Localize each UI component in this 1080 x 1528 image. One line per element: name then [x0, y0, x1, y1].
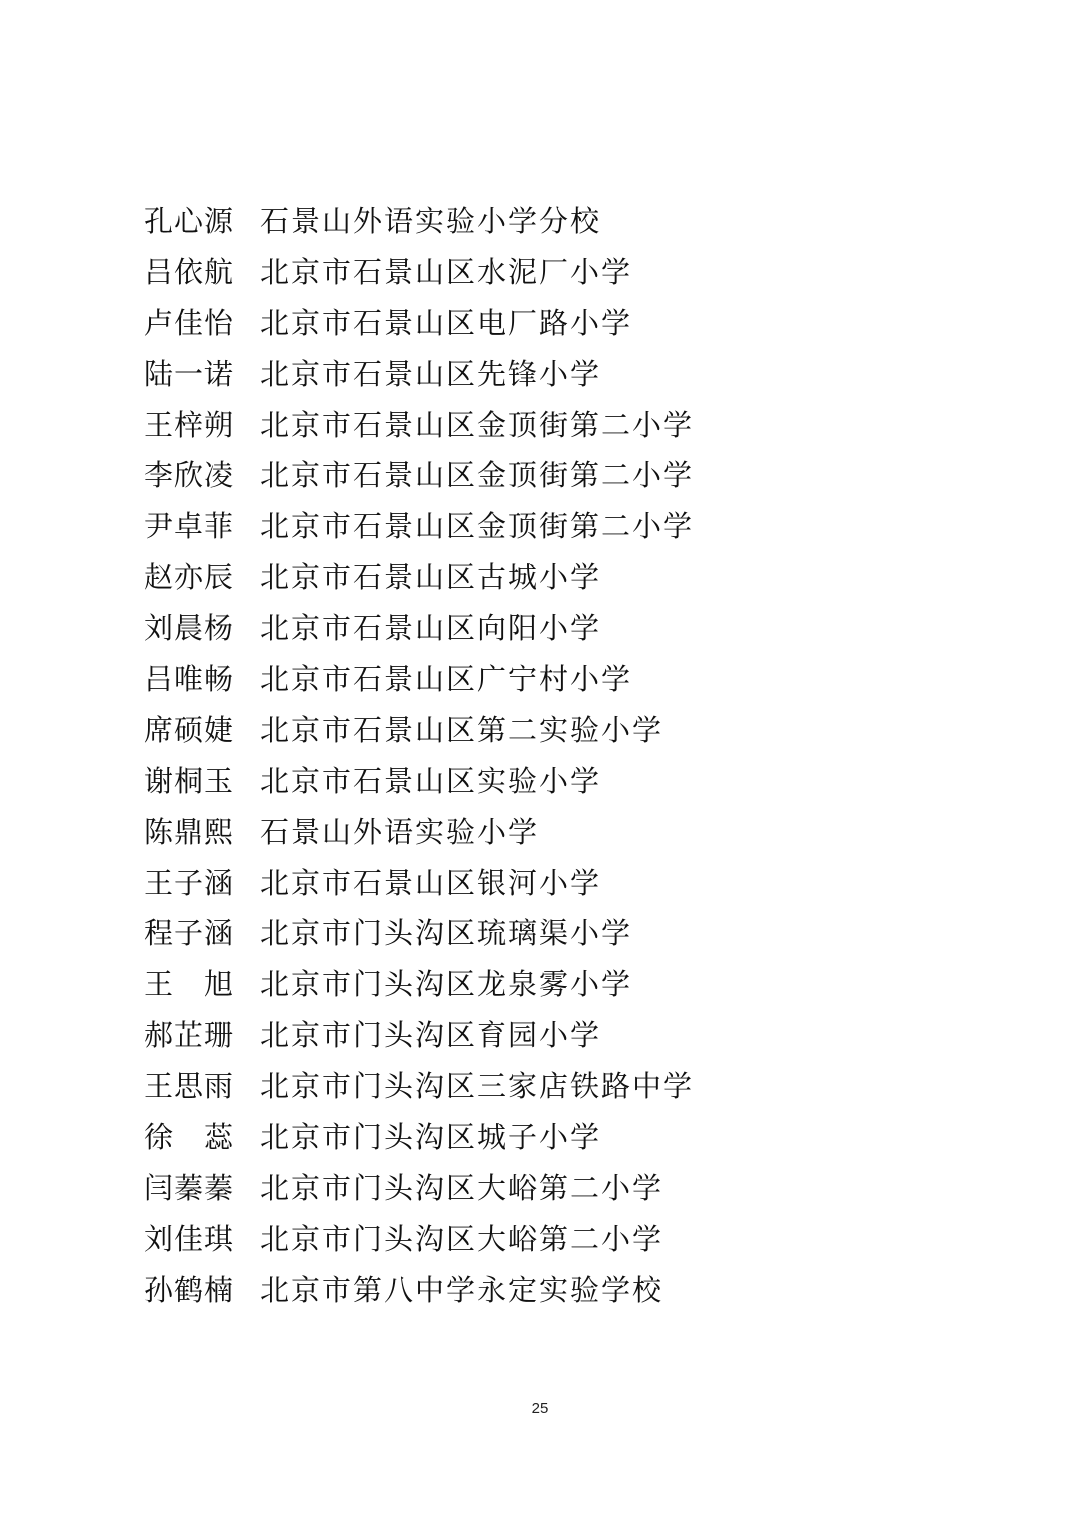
list-item: [144, 603, 904, 654]
student-name: 吕唯畅: [144, 661, 235, 696]
school-name: 北京市石景山区金顶街第二小学: [260, 407, 695, 442]
student-name: 谢桐玉: [144, 763, 235, 798]
list-item: [144, 1010, 904, 1061]
list-item: [144, 959, 904, 1010]
student-name: 王 旭: [144, 967, 235, 1002]
school-name: 北京市石景山区第二实验小学: [260, 712, 664, 747]
list-item: [144, 552, 904, 603]
list-item: [144, 501, 904, 552]
list-item: [144, 1112, 904, 1163]
school-name: 北京市石景山区金顶街第二小学: [260, 458, 695, 493]
school-name: 北京市门头沟区城子小学: [260, 1119, 602, 1154]
list-item: [144, 196, 904, 247]
student-name: 王子涵: [144, 865, 235, 900]
student-name: 赵亦辰: [144, 560, 235, 595]
student-name: 李欣凌: [144, 458, 235, 493]
list-item: [144, 400, 904, 451]
school-name: 北京市石景山区银河小学: [260, 865, 602, 900]
school-name: 北京市石景山区金顶街第二小学: [260, 509, 695, 544]
student-name: 尹卓菲: [144, 509, 235, 544]
school-name: 北京市门头沟区育园小学: [260, 1018, 602, 1053]
student-name: 程子涵: [144, 916, 235, 951]
list-item: [144, 756, 904, 807]
school-name: 北京市门头沟区龙泉雾小学: [260, 967, 633, 1002]
student-name: 郝芷珊: [144, 1018, 235, 1053]
student-name: 徐 蕊: [144, 1119, 235, 1154]
list-item: [144, 858, 904, 909]
student-name: 孔心源: [144, 203, 235, 238]
list-item: [144, 908, 904, 959]
student-name: 王思雨: [144, 1069, 235, 1104]
student-name: 刘晨杨: [144, 611, 235, 646]
list-item: [144, 247, 904, 298]
student-name: 王梓朔: [144, 407, 235, 442]
list-item: [144, 705, 904, 756]
school-name: 北京市石景山区广宁村小学: [260, 661, 633, 696]
school-name: 北京市第八中学永定实验学校: [260, 1272, 664, 1307]
list-item: [144, 349, 904, 400]
student-name: 陆一诺: [144, 356, 235, 391]
list-item: [144, 450, 904, 501]
student-name: 吕依航: [144, 254, 235, 289]
school-name: 北京市石景山区向阳小学: [260, 611, 602, 646]
school-name: 石景山外语实验小学分校: [260, 203, 602, 238]
student-name: 席硕婕: [144, 712, 235, 747]
student-name: 刘佳琪: [144, 1221, 235, 1256]
list-item: [144, 654, 904, 705]
name-school-list: [144, 196, 904, 1316]
school-name: 石景山外语实验小学: [260, 814, 540, 849]
school-name: 北京市石景山区古城小学: [260, 560, 602, 595]
list-item: [144, 298, 904, 349]
school-name: 北京市石景山区电厂路小学: [260, 305, 633, 340]
page-number: 25: [531, 1400, 549, 1417]
school-name: 北京市门头沟区三家店铁路中学: [260, 1069, 695, 1104]
student-name: 闫蓁蓁: [144, 1170, 235, 1205]
list-item: [144, 1214, 904, 1265]
school-name: 北京市石景山区水泥厂小学: [260, 254, 633, 289]
student-name: 陈鼎熙: [144, 814, 235, 849]
student-name: 卢佳怡: [144, 305, 235, 340]
school-name: 北京市门头沟区琉璃渠小学: [260, 916, 633, 951]
school-name: 北京市石景山区实验小学: [260, 763, 602, 798]
list-item: [144, 1265, 904, 1316]
list-item: [144, 1163, 904, 1214]
school-name: 北京市石景山区先锋小学: [260, 356, 602, 391]
list-item: [144, 807, 904, 858]
school-name: 北京市门头沟区大峪第二小学: [260, 1221, 664, 1256]
student-name: 孙鹤楠: [144, 1272, 235, 1307]
school-name: 北京市门头沟区大峪第二小学: [260, 1170, 664, 1205]
list-item: [144, 1061, 904, 1112]
